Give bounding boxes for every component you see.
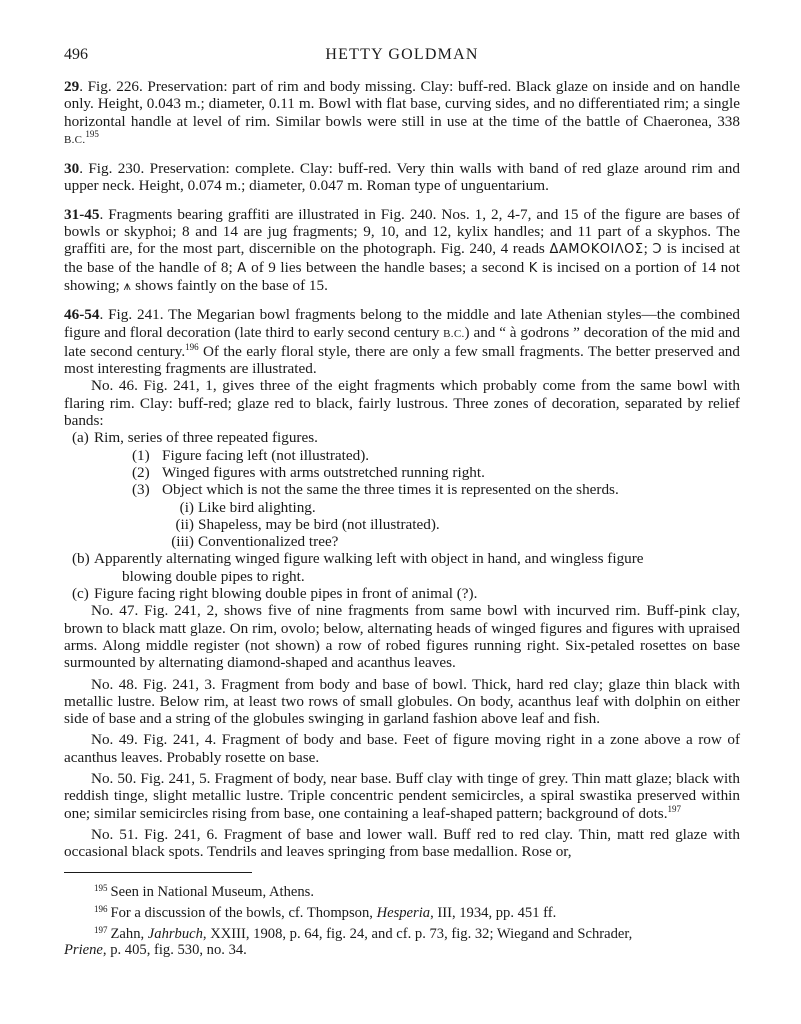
no51-paragraph: No. 51. Fig. 241, 6. Fragment of base and lower wall. Buff red to red clay. Thin, matt red glaze with occasional black spots. Tendrils and leaves springing from base medallion. Rose or, [64, 825, 740, 861]
entry-text: . Fig. 241. The Megarian bowl fragments belong to the middle and late Athenian styles—the combined figure and floral decoration (late third to early second century [64, 306, 740, 341]
era-abbrev: B.C. [64, 133, 86, 146]
entry-text: ) and “ à godrons ” decoration of the mid and late second century. [64, 323, 740, 360]
entry-31-45 [64, 206, 740, 295]
graffito-mark: ⩚ [123, 278, 132, 294]
entry-text: is incised at the base of the handle of 8; [64, 240, 741, 276]
list-item [64, 585, 740, 602]
no50-paragraph [64, 770, 740, 822]
list-item [64, 533, 740, 550]
list-text: Figure facing right blowing double pipes in front of animal (?). [94, 585, 478, 603]
entry-text: of 9 lies between the handle bases; a second [246, 258, 529, 276]
entry-number: 30 [64, 160, 80, 178]
list-text: Rim, series of three repeated figures. [94, 429, 318, 447]
page [64, 40, 740, 959]
no49-paragraph: No. 49. Fig. 241, 4. Fragment of body and base. Feet of figure moving right in a zone above a row of acanthus leaves. Probably rosette on base. [64, 731, 740, 766]
footnotes [64, 880, 740, 958]
list-text: blowing double pipes to right. [122, 567, 305, 585]
list-text: Like bird alighting. [198, 498, 316, 516]
decoration-list [64, 429, 740, 602]
graffito-mark: K [528, 260, 538, 276]
list-item [64, 481, 740, 498]
page-number: 496 [64, 46, 88, 63]
footnote-ref: 197 [667, 803, 682, 814]
list-text: Object which is not the same the three times it is represented on the sherds. [162, 481, 619, 499]
list-item [64, 550, 740, 567]
footnote-ref: 196 [185, 341, 199, 352]
entry-text: ; [643, 240, 653, 258]
entry-number: 29 [64, 78, 80, 95]
list-item [64, 464, 740, 481]
list-item [64, 499, 740, 516]
footnote-number: 196 [94, 904, 108, 915]
footnote-197 [64, 922, 740, 943]
footnote-text: Zahn, [110, 925, 148, 942]
list-label: (b) [72, 550, 90, 568]
no47-paragraph: No. 47. Fig. 241, 2, shows five of nine fragments from same bowl with incurved rim. Buff-pink clay, brown to black matt glaze. On rim, ovolo; below, alternating heads of winged figures and figures with upraised arms. Along middle register (not shown) a row of robed figures running right. Six-petaled rosettes on base surmounted by alternating diamond-shaped and acanthus leaves. [64, 602, 740, 672]
footnote-197-continued [64, 942, 740, 959]
entry-text: shows faintly on the base of 15. [131, 276, 328, 294]
entry-46-54 [64, 306, 740, 377]
entry-text: . Fig. 230. Preservation: complete. Clay: buff-red. Very thin walls with band of red glaze around rim and upper neck. Height, 0.074 m.; diameter, 0.047 m. Roman type of unguentarium. [64, 160, 740, 195]
list-label: (a) [72, 429, 89, 447]
footnote-text: For a discussion of the bowls, cf. Thompson, [110, 905, 377, 922]
footnote-number: 195 [94, 883, 108, 894]
paragraph-text: No. 50. Fig. 241, 5. Fragment of body, near base. Buff clay with tinge of grey. Thin matt glaze; black with reddish tinge, slight metallic lustre. Triple concentric pendent semicircles, a spiral swastika preserved within one; similar semicircles rising from base, one containing a leaf-shaped pattern; background of dots. [64, 769, 740, 822]
list-item [64, 516, 740, 533]
journal-title: Jahrbuch [147, 925, 203, 942]
entry-text: . Fragments bearing graffiti are illustrated in Fig. 240. Nos. 1, 2, 4-7, and 15 of the figure are bases of bowls or skyphoi; 8 and 14 are jug fragments; 9, 10, and 12, kylix handles; and 11 part of a skyphos. The graffiti are, for the most part, discernible on the photograph. Fig. 240, 4 reads [64, 205, 740, 258]
list-label: (i) [179, 498, 194, 516]
list-text: Apparently alternating winged figure walking left with object in hand, and wingless figure [94, 550, 644, 568]
list-label: (3) [132, 481, 150, 499]
list-text: Conventionalized tree? [198, 533, 339, 551]
entry-text: Of the early floral style, there are only a few small fragments. The better preserved and most interesting fragments are illustrated. [64, 342, 740, 378]
era-abbrev: B.C. [443, 327, 465, 340]
list-label: (ii) [175, 515, 194, 533]
entry-29 [64, 78, 740, 149]
list-label: (c) [72, 585, 89, 603]
graffito-inscription: ΔΑΜΟΚΟΙΛΟΣ [549, 242, 644, 258]
list-text: Winged figures with arms outstretched running right. [162, 463, 485, 481]
footnote-196 [64, 901, 740, 922]
no48-paragraph: No. 48. Fig. 241, 3. Fragment from body and base of bowl. Thick, hard red clay; glaze thin black with metallic lustre. Below rim, at least two rows of small globules. On body, acanthus leaf with dolphin on either side of base and a string of the globules swinging in garland fashion above leaf and fish. [64, 675, 740, 728]
entry-number: 31-45 [64, 205, 100, 223]
list-item-continued [64, 568, 740, 585]
entry-number: 46-54 [64, 306, 100, 324]
footnote-195 [64, 880, 740, 901]
entry-text: is incised on a portion of 14 not showing; [64, 258, 740, 294]
list-label: (1) [132, 446, 150, 464]
book-title: Priene [64, 942, 103, 959]
footnote-text: Seen in National Museum, Athens. [110, 884, 314, 901]
list-text: Shapeless, may be bird (not illustrated). [198, 515, 440, 533]
list-item [64, 429, 740, 446]
running-head: HETTY GOLDMAN [325, 46, 479, 63]
list-text: Figure facing left (not illustrated). [162, 446, 370, 464]
graffito-mark: Ɔ [652, 242, 663, 258]
entry-30 [64, 160, 740, 195]
list-label: (iii) [171, 533, 194, 551]
journal-title: Hesperia [376, 905, 431, 922]
footnote-text: , III, 1934, pp. 451 ff. [430, 905, 557, 922]
footnote-number: 197 [94, 924, 108, 935]
no46-intro: No. 46. Fig. 241, 1, gives three of the eight fragments which probably come from the same bowl with flaring rim. Clay: buff-red; glaze red to black, fairly lustrous. Three zones of decoration, separated by relief bands: [64, 377, 740, 430]
footnote-ref: 195 [85, 128, 99, 139]
footnote-text: , XXIII, 1908, p. 64, fig. 24, and cf. p. 73, fig. 32; Wiegand and Schrader, [202, 925, 633, 942]
graffito-mark: A [237, 260, 247, 276]
list-item [64, 447, 740, 464]
list-label: (2) [132, 463, 150, 481]
entry-text: . Fig. 226. Preservation: part of rim and body missing. Clay: buff-red. Black glaze on inside and on handle only. Height, 0.043 m.; diameter, 0.11 m. Bowl with flat base, curving sides, and no differentiated rim; a single horizontal handle at level of rim. Similar bowls were still in use at the time of the battle of Chaeronea, 338 [64, 78, 740, 130]
footnote-text: , p. 405, fig. 530, no. 34. [102, 942, 247, 959]
page-header [64, 40, 740, 62]
footnote-divider [64, 872, 252, 873]
